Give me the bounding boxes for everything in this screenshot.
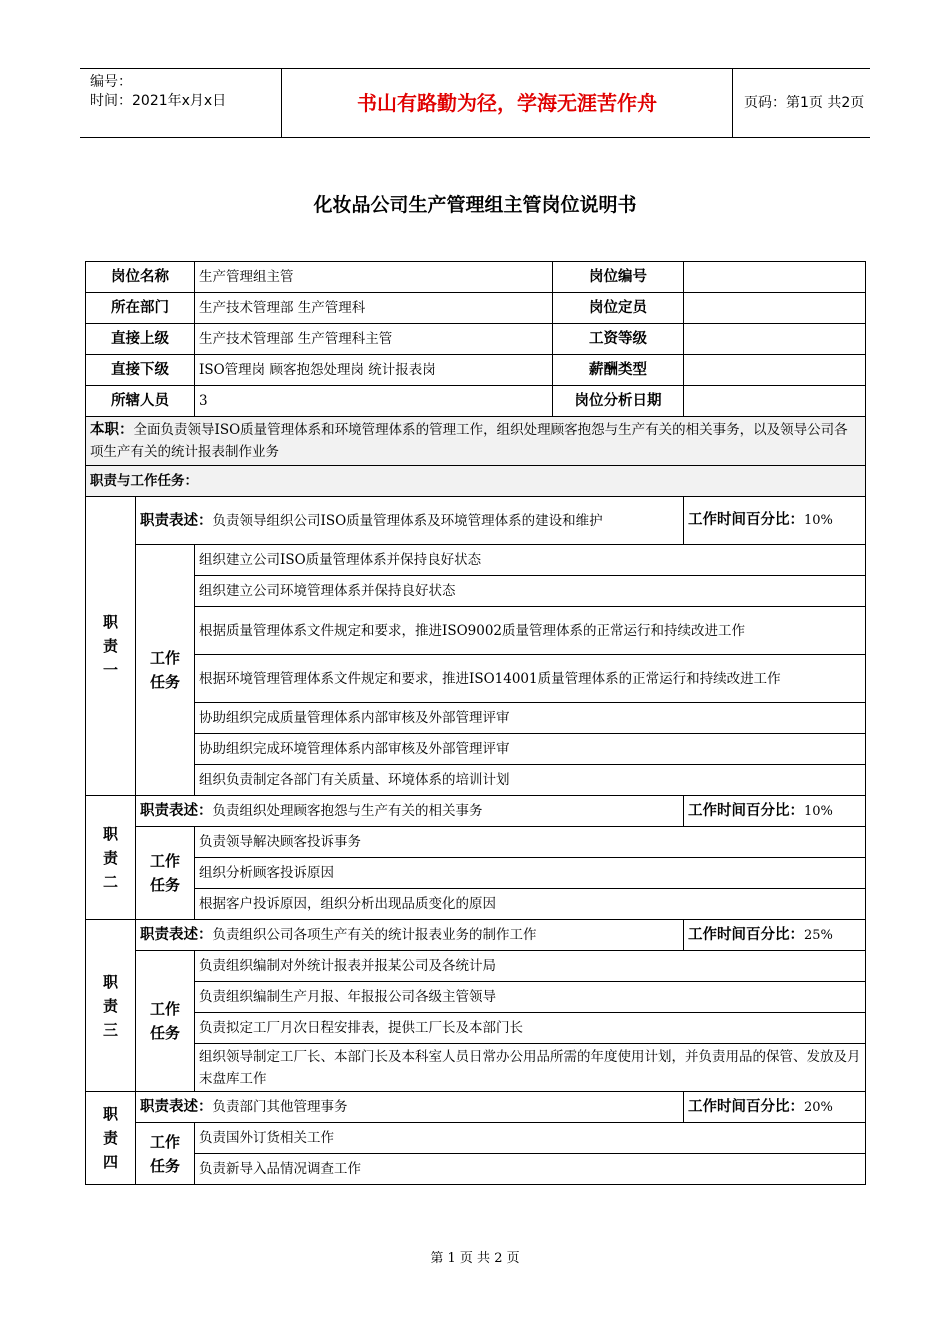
task-label-line: 工作 [149,649,180,667]
quota-value [684,293,866,324]
percent-label: 工作时间百分比： [688,1098,804,1115]
task-item: 根据环境管理管理体系文件规定和要求，推进ISO14001质量管理体系的正常运行和持续改进工作 [195,655,866,703]
task-label-line: 工作 [149,1132,180,1151]
analysis-date-value [684,386,866,417]
task-item: 负责拟定工厂月次日程安排表，提供工厂长及本部门长 [195,1013,866,1044]
task-item: 协助组织完成质量管理体系内部审核及外部管理评审 [195,703,866,734]
percent-label: 工作时间百分比： [688,512,804,528]
row-section-title [86,466,866,497]
post-no-label: 岗位编号 [553,262,684,293]
dept-label: 所在部门 [86,293,195,324]
row-dept [86,293,866,324]
salary-label: 薪酬类型 [553,355,684,386]
task-row [86,982,866,1013]
percent-value: 25% [804,927,833,943]
duty-statement [136,497,684,545]
task-row [86,889,866,920]
superior-value: 生产技术管理部 生产管理科主管 [195,324,553,355]
task-item: 组织建立公司ISO质量管理体系并保持良好状态 [195,545,866,576]
task-row [86,703,866,734]
duty-name [86,920,136,1092]
task-row [86,951,866,982]
analysis-date-label: 岗位分析日期 [553,386,684,417]
duty-statement [136,796,684,827]
duty-time-percent [684,1092,866,1123]
task-row [86,734,866,765]
task-row [86,545,866,576]
task-row [86,1013,866,1044]
task-row [86,607,866,655]
duty-name [86,497,136,796]
task-item: 组织领导制定工厂长、本部门长及本科室人员日常办公用品所需的年度使用计划，并负责用品的保管、发放及月末盘库工作 [195,1044,866,1092]
row-superior [86,324,866,355]
percent-label: 工作时间百分比： [688,926,804,943]
post-name-value: 生产管理组主管 [195,262,553,293]
task-row [86,1154,866,1185]
document-title: 化妆品公司生产管理组主管岗位说明书 [313,194,637,216]
staff-value: 3 [195,386,553,417]
task-row [86,655,866,703]
duty-name-char: 职 [102,824,118,843]
statement-label: 职责表述： [140,803,213,819]
post-name-label: 岗位名称 [86,262,195,293]
duty-time-percent [684,920,866,951]
task-row [86,827,866,858]
statement-text: 负责领导组织公司ISO质量管理体系及环境管理体系的建设和维护 [212,512,603,529]
task-item: 负责新导入品情况调查工作 [195,1154,866,1185]
duty-name-char: 职 [102,1105,118,1123]
task-label [136,545,195,796]
task-label-line: 工作 [149,1000,180,1018]
task-item: 组织分析顾客投诉原因 [195,858,866,889]
grade-value [684,324,866,355]
statement-text: 负责部门其他管理事务 [212,1099,348,1115]
header-meta [80,69,280,137]
percent-value: 10% [804,513,833,528]
percent-label: 工作时间百分比： [688,802,804,819]
duty-statement-row [86,920,866,951]
task-item: 根据客户投诉原因，组织分析出现品质变化的原因 [195,889,866,920]
job-description-table [85,261,866,1185]
task-item: 协助组织完成环境管理体系内部审核及外部管理评审 [195,734,866,765]
task-label-line: 任务 [149,1024,180,1042]
task-item: 组织负责制定各部门有关质量、环境体系的培训计划 [195,765,866,796]
task-item: 组织建立公司环境管理体系并保持良好状态 [195,576,866,607]
duty-statement [136,920,684,951]
motto: 书山有路勤为径，学海无涯苦作舟 [281,69,733,137]
duty-text: 全面负责领导ISO质量管理体系和环境管理体系的管理工作，组织处理顾客抱怨与生产有关的相关事务，以及领导公司各项生产有关的统计报表制作业务 [90,422,848,460]
duty-time-percent [684,796,866,827]
page-header [80,68,870,138]
duty-cell [86,417,866,466]
dept-value: 生产技术管理部 生产管理科 [195,293,553,324]
duty-name-char: 职 [102,972,118,991]
task-item: 负责组织编制生产月报、年报报公司各级主管领导 [195,982,866,1013]
row-staff [86,386,866,417]
subordinate-label: 直接下级 [86,355,195,386]
duty-label: 本职： [90,422,134,438]
task-label [136,827,195,920]
task-item: 负责领导解决顾客投诉事务 [195,827,866,858]
task-item: 负责组织编制对外统计报表并报某公司及各统计局 [195,951,866,982]
statement-label: 职责表述： [140,1099,213,1115]
duty-name [86,796,136,920]
row-duty [86,417,866,466]
task-row [86,1044,866,1092]
task-row [86,858,866,889]
section-title: 职责与工作任务： [86,466,866,497]
task-item: 负责国外订货相关工作 [195,1123,866,1154]
post-no-value [684,262,866,293]
page-info: 页码：第1页 共2页 [744,95,865,111]
duty-name-char: 责 [102,848,118,867]
task-row [86,765,866,796]
subordinate-value: ISO管理岗 顾客抱怨处理岗 统计报表岗 [195,355,553,386]
statement-label: 职责表述： [140,927,213,943]
duty-name-char: 二 [102,872,118,891]
duty-name [86,1092,136,1185]
duty-name-char: 职 [102,613,118,631]
page-footer: 第 1 页 共 2 页 [430,1251,520,1266]
grade-label: 工资等级 [553,324,684,355]
task-row [86,576,866,607]
duty-name-char: 四 [102,1153,118,1171]
quota-label: 岗位定员 [553,293,684,324]
superior-label: 直接上级 [86,324,195,355]
duty-statement-row [86,1092,866,1123]
duty-name-char: 责 [102,1129,118,1147]
salary-value [684,355,866,386]
duty-statement-row [86,796,866,827]
date-label: 时间：2021年x月x日 [90,93,227,109]
statement-text: 负责组织处理顾客抱怨与生产有关的相关事务 [212,803,483,819]
task-row [86,1123,866,1154]
task-label-line: 任务 [149,1156,180,1175]
duty-time-percent [684,497,866,545]
percent-value: 10% [804,803,833,819]
number-label: 编号： [90,74,132,90]
statement-text: 负责组织公司各项生产有关的统计报表业务的制作工作 [212,927,537,943]
duty-statement-row [86,497,866,545]
row-post-name [86,262,866,293]
duty-name-char: 责 [102,996,118,1015]
task-label-line: 工作 [149,852,180,870]
task-item: 根据质量管理体系文件规定和要求，推进ISO9002质量管理体系的正常运行和持续改进工作 [195,607,866,655]
staff-label: 所辖人员 [86,386,195,417]
task-label [136,1123,195,1185]
percent-value: 20% [804,1099,833,1115]
duty-statement [136,1092,684,1123]
task-label-line: 任务 [149,876,180,894]
row-subordinate [86,355,866,386]
task-label [136,951,195,1092]
task-label-line: 任务 [149,673,180,691]
duty-name-char: 责 [102,637,118,655]
duty-name-char: 一 [102,661,118,679]
statement-label: 职责表述： [140,512,213,529]
duty-name-char: 三 [102,1020,118,1039]
